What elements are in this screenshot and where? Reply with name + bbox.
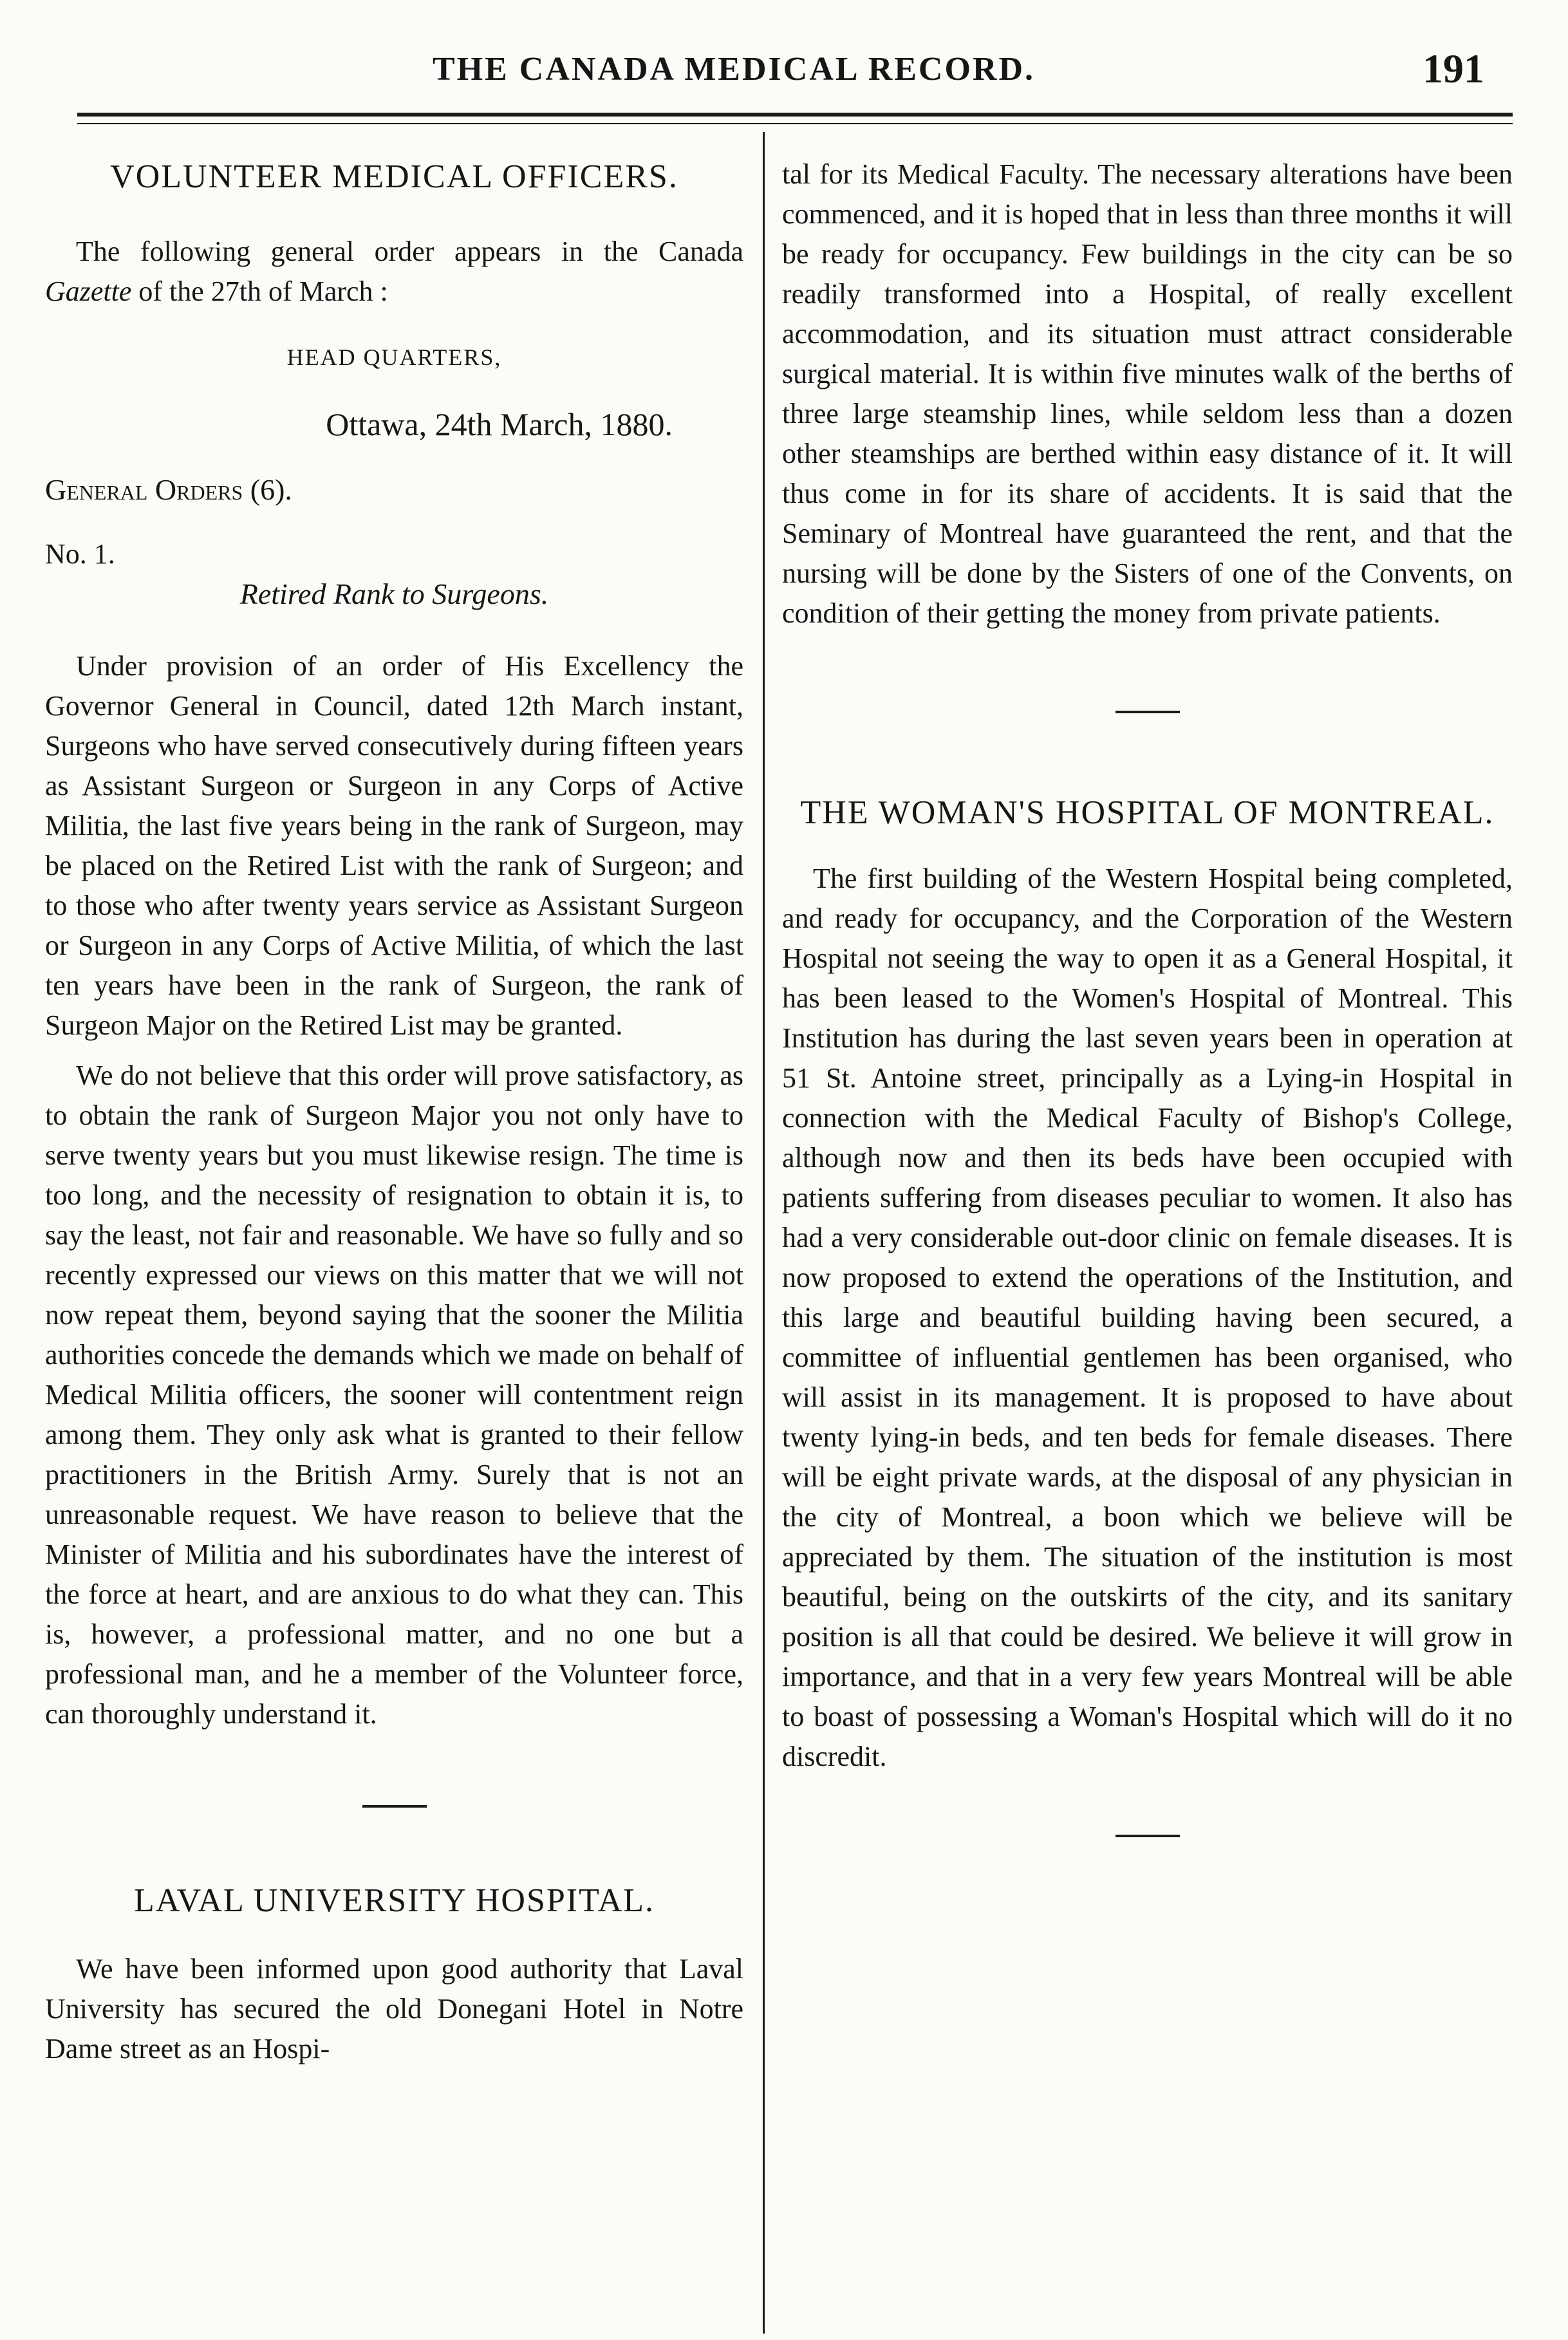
laval-paragraph-continued: tal for its Medical Faculty. The necessary alterations have been commenced, and it is hoped that in less than three months it will be ready for occupancy. Few buildings in the city can be so readily transformed into a Hospital, of really excellent accommodation, and its situation must attract considerable surgical material. It is within five minutes walk of the berths of three large steamship lines, while seldom less than a dozen other steamships are berthed within easy distance of it. It will thus come in for its share of accidents. It is said that the Seminary of Montreal have guaranteed the rent, and that the nursing will be done by the Sisters of one of the Convents, on condition of their getting the money from private patients. [782,158,1513,629]
dateline: Ottawa, 24th March, 1880. [326,406,673,442]
section-divider-rule [362,1805,427,1808]
article-title-womans-hospital: THE WOMAN'S HOSPITAL OF MONTREAL. [800,794,1495,831]
order-subtitle: Retired Rank to Surgeons. [239,577,549,610]
section-divider-rule [1115,711,1180,713]
header-rule [77,113,1513,117]
article-title-volunteer-medical-officers: VOLUNTEER MEDICAL OFFICERS. [110,158,678,195]
column-divider [763,132,765,2334]
article-title-laval-university-hospital: LAVAL UNIVERSITY HOSPITAL. [133,1882,655,1919]
general-orders-label: General Orders (6). [45,473,292,506]
page-number: 191 [1423,46,1484,91]
editorial-commentary: We do not believe that this order will prove satisfactory, as to obtain the rank of Surgeon Major you not only have to serve twenty years but you must likewise resign. The time is too long, and the necessity of resignation to obtain it is, to say the least, not fair and reasonable. We have so fully and so recently expressed our views on this matter that we will not now repeat them, beyond saying that the sooner the Militia authorities concede the demands which we made on behalf of Medical Militia officers, the sooner will contentment reign among them. They only ask what is granted to their fellow practitioners in the British Army. Surely that is not an unreasonable request. We have reason to believe that the Minister of Militia and his subordinates have the interest of the force at heart, and are anxious to do what they can. This is, however, a professional matter, and no one but a professional man, and he a member of the Volunteer force, can thoroughly understand it. [45,1060,743,1730]
left-column [45,154,743,2069]
laval-paragraph-start: We have been informed upon good authority that Laval University has secured the old Donegani Hotel in Notre Dame street as an Hospi- [45,1953,743,2064]
womans-hospital-paragraph: The first building of the Western Hospital being completed, and ready for occupancy, and the Corporation of the Western Hospital not seeing the way to open it as a General Hospital, it has been leased to the Women's Hospital of Montreal. This Institution has during the last seven years been in operation at 51 St. Antoine street, principally as a Lying-in Hospital in connection with the Medical Faculty of Bishop's College, although now and then its beds have been occupied with patients suffering from diseases peculiar to women. It also has had a very considerable out-door clinic on female diseases. It is now proposed to extend the operations of the Institution, and this large and beautiful building having been secured, a committee of influential gentlemen has been organised, who will assist in its management. It is proposed to have about twenty lying-in beds, and ten beds for female diseases. There will be eight private wards, at the disposal of any physician in the city of Montreal, a boon which we believe will be appreciated by them. The situation of the institution is most beautiful, being on the outskirts of the city, and its sanitary position is all that could be desired. We believe it will grow in importance, and that in a very few years Montreal will be able to boast of possessing a Woman's Hospital which will do it no discredit. [782,863,1513,1772]
order-number: No. 1. [45,538,115,570]
intro-text-start: The following general order appears in the Canada [76,236,743,267]
running-head [0,0,1568,109]
intro-text-end: of the 27th of March : [131,276,388,307]
journal-title: THE CANADA MEDICAL RECORD. [432,51,1036,88]
intro-paragraph [45,232,743,312]
right-column [782,154,1513,1837]
headquarters-line: HEAD QUARTERS, [286,344,502,370]
section-divider-rule [1115,1835,1180,1837]
header-rule-thin [77,123,1513,124]
order-text: Under provision of an order of His Excellency the Governor General in Council, dated 12th March instant, Surgeons who have served consecutively during fifteen years as Assistant Surgeon or Surgeon in any Corps of Active Militia, the last five years being in the rank of Surgeon, may be placed on the Retired List with the rank of Surgeon; and to those who after twenty years service as Assistant Surgeon or Surgeon in any Corps of Active Militia, of which the last ten years have been in the rank of Surgeon, the rank of Surgeon Major on the Retired List may be granted. [45,650,743,1041]
intro-gazette: Gazette [45,276,132,307]
